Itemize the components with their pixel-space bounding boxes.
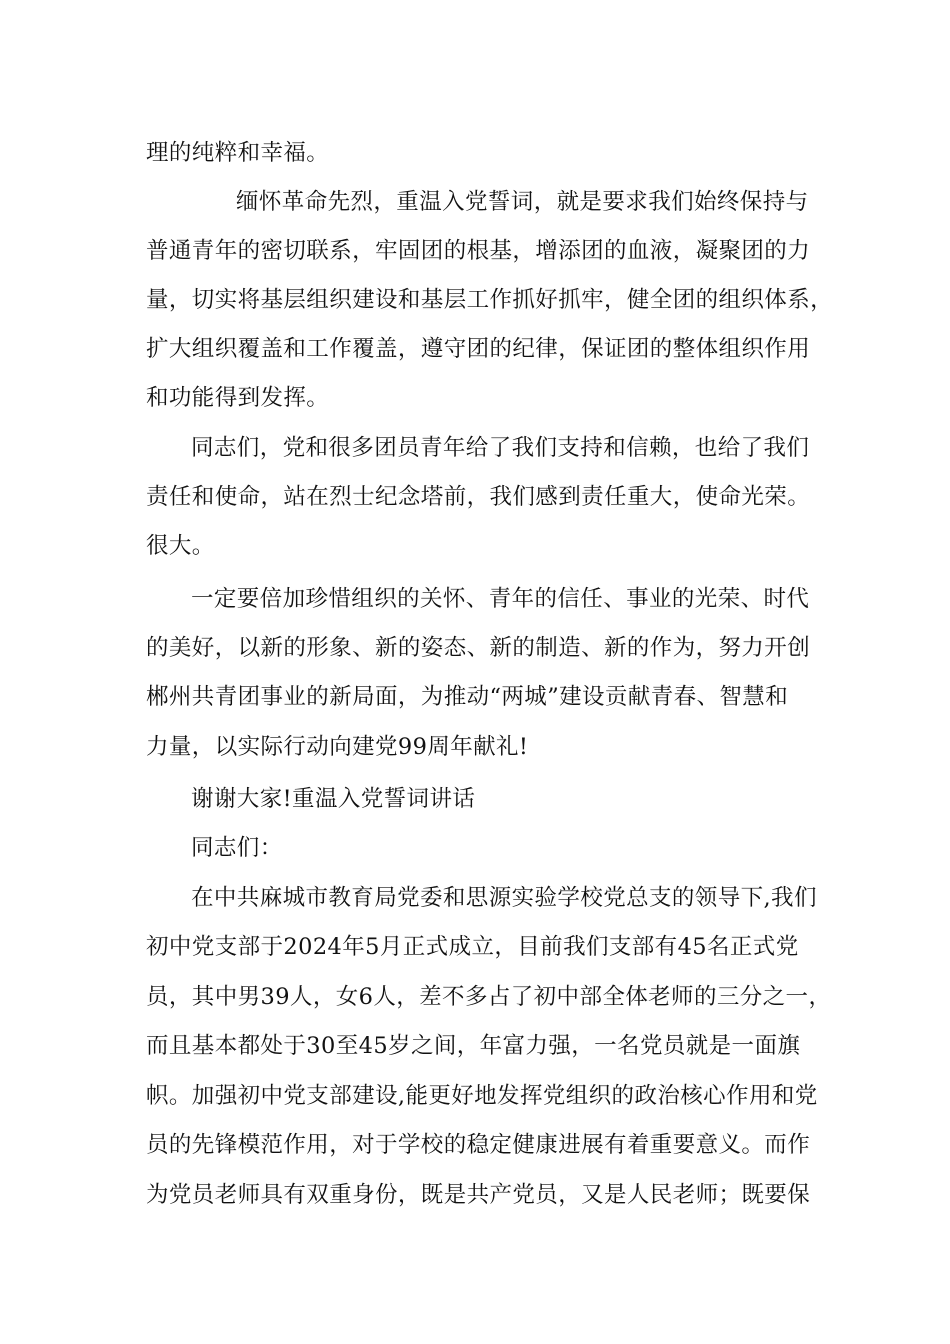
text-line: 为党员老师具有双重身份，既是共产党员，又是人民老师；既要保: [146, 1182, 811, 1208]
text-line: 同志们：: [191, 835, 283, 861]
text-line: 普通青年的密切联系，牢固团的根基，增添团的血液，凝聚团的力: [146, 238, 811, 264]
text-line: 量，切实将基层组织建设和基层工作抓好抓牢，健全团的组织体系，: [146, 287, 834, 313]
text-line: 和功能得到发挥。: [146, 385, 330, 411]
text-line: 缅怀革命先烈，重温入党誓词，就是要求我们始终保持与: [236, 189, 809, 215]
text-line: 在中共麻城市教育局党委和思源实验学校党总支的领导下,我们: [191, 885, 817, 911]
text-line: 初中党支部于2024年5月正式成立，目前我们支部有45名正式党: [146, 934, 799, 960]
text-line: 员的先锋模范作用，对于学校的稳定健康进展有着重要意义。而作: [146, 1132, 811, 1158]
text-line: 的美好，以新的形象、新的姿态、新的制造、新的作为，努力开创: [146, 635, 811, 661]
text-line: 帜。加强初中党支部建设,能更好地发挥党组织的政治核心作用和党: [146, 1083, 818, 1109]
text-line: 谢谢大家!重温入党誓词讲话: [191, 786, 476, 812]
text-line: 员，其中男39人，女6人，差不多占了初中部全体老师的三分之一，: [146, 984, 832, 1010]
text-line: 力量，以实际行动向建党99周年献礼!: [146, 734, 529, 760]
text-line: 很大。: [146, 533, 215, 559]
text-line: 而且基本都处于30至45岁之间，年富力强，一名党员就是一面旗: [146, 1033, 801, 1059]
text-line: 理的纯粹和幸福。: [146, 140, 330, 166]
text-line: 责任和使命，站在烈士纪念塔前，我们感到责任重大，使命光荣。: [146, 484, 811, 510]
text-line: 一定要倍加珍惜组织的关怀、青年的信任、事业的光荣、时代: [191, 586, 810, 612]
text-line: 郴州共青团事业的新局面，为推动“两城”建设贡献青春、智慧和: [146, 684, 789, 710]
text-line: 扩大组织覆盖和工作覆盖，遵守团的纪律，保证团的整体组织作用: [146, 336, 811, 362]
text-line: 同志们，党和很多团员青年给了我们支持和信赖，也给了我们: [191, 435, 810, 461]
